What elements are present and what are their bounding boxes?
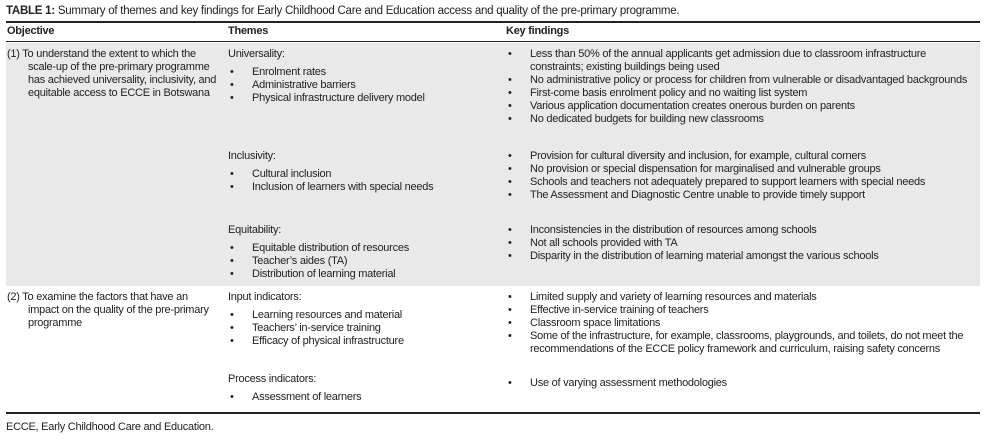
theme-list <box>228 242 498 281</box>
header-rule <box>6 41 980 42</box>
finding-item: • Schools and teachers not adequately prepared to support learners with special needs <box>506 176 976 189</box>
header-themes: Themes <box>228 25 269 37</box>
objective-cell: (1) To understand the extent to which the scale-up of the pre-primary programme has achieved universality, inclusivity, and equitable access to ECCE in Botswana <box>7 48 217 99</box>
header-objective: Objective <box>7 25 55 37</box>
caption-label: TABLE 1: <box>6 5 55 17</box>
finding-item: • No administrative policy or process for children from vulnerable or disadvantaged backgrounds <box>506 74 976 87</box>
theme-label: Inclusivity: <box>228 150 276 162</box>
theme-item: • Cultural inclusion <box>228 168 498 181</box>
findings-list <box>506 150 976 202</box>
theme-item: • Enrolment rates <box>228 66 498 79</box>
finding-item: • No provision or special dispensation for marginalised and vulnerable groups <box>506 163 976 176</box>
finding-item: • Disparity in the distribution of learning material amongst the various schools <box>506 250 976 263</box>
theme-list <box>228 168 498 194</box>
finding-item: • First-come basis enrolment policy and no waiting list system <box>506 87 976 100</box>
footnote: ECCE, Early Childhood Care and Education. <box>6 421 214 433</box>
findings-list <box>506 48 976 126</box>
theme-item: • Teachers’ in-service training <box>228 322 498 335</box>
table-caption <box>6 5 679 17</box>
theme-group <box>228 291 498 348</box>
theme-list <box>228 391 498 404</box>
bottom-rule <box>6 412 980 414</box>
theme-item: • Assessment of learners <box>228 391 498 404</box>
finding-item: • No dedicated budgets for building new classrooms <box>506 113 976 126</box>
finding-item: • Use of varying assessment methodologies <box>506 377 976 390</box>
theme-group <box>228 150 498 194</box>
finding-item: • Not all schools provided with TA <box>506 237 976 250</box>
theme-group <box>228 373 498 404</box>
theme-item: • Efficacy of physical infrastructure <box>228 335 498 348</box>
finding-item: • Limited supply and variety of learning resources and materials <box>506 291 976 304</box>
finding-item: • Classroom space limitations <box>506 317 976 330</box>
theme-group <box>228 48 498 105</box>
theme-label: Input indicators: <box>228 291 302 303</box>
findings-list <box>506 291 976 356</box>
finding-item: • Provision for cultural diversity and inclusion, for example, cultural corners <box>506 150 976 163</box>
finding-item: • Inconsistencies in the distribution of resources among schools <box>506 224 976 237</box>
finding-item: • The Assessment and Diagnostic Centre unable to provide timely support <box>506 189 976 202</box>
finding-item: • Some of the infrastructure, for example, classrooms, playgrounds, and toilets, do not meet the recommendations of the ECCE policy framework and curriculum, raising safety concerns <box>506 330 976 356</box>
finding-item: • Effective in-service training of teachers <box>506 304 976 317</box>
theme-item: • Administrative barriers <box>228 79 498 92</box>
caption-text: Summary of themes and key findings for Early Childhood Care and Education access and quality of the pre-primary programme. <box>54 5 680 17</box>
theme-label: Universality: <box>228 48 285 60</box>
finding-item: • Less than 50% of the annual applicants get admission due to classroom infrastructure constraints; existing buildings being used <box>506 48 976 74</box>
theme-label: Equitability: <box>228 224 282 236</box>
theme-group <box>228 224 498 281</box>
findings-list <box>506 224 976 263</box>
finding-item: • Various application documentation creates onerous burden on parents <box>506 100 976 113</box>
objective-cell: (2) To examine the factors that have an impact on the quality of the pre-primary programme <box>7 291 209 329</box>
theme-item: • Physical infrastructure delivery model <box>228 92 498 105</box>
theme-item: • Teacher’s aides (TA) <box>228 255 498 268</box>
theme-item: • Equitable distribution of resources <box>228 242 498 255</box>
theme-item: • Distribution of learning material <box>228 268 498 281</box>
theme-item: • Learning resources and material <box>228 309 498 322</box>
theme-list <box>228 66 498 105</box>
theme-list <box>228 309 498 348</box>
theme-label: Process indicators: <box>228 373 317 385</box>
header-findings: Key findings <box>506 25 570 37</box>
findings-list <box>506 377 976 390</box>
theme-item: • Inclusion of learners with special needs <box>228 181 498 194</box>
top-rule <box>6 21 980 23</box>
